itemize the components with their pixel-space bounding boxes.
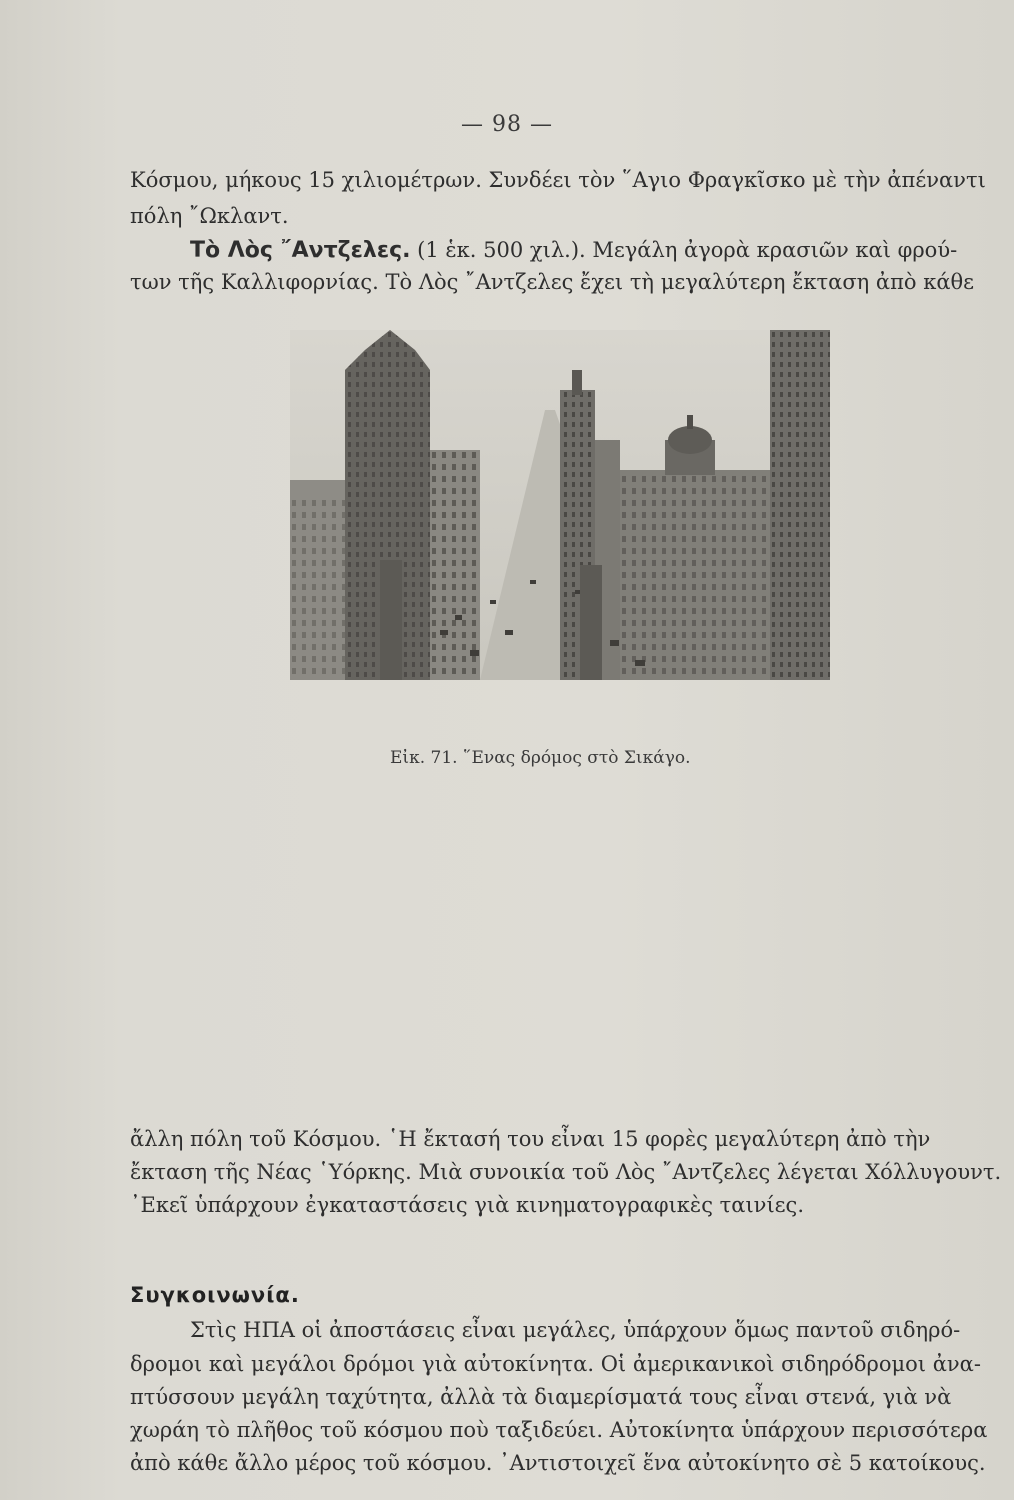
inline-heading-los-angeles: Τὸ Λὸς ῎Αντζελες. [190,238,411,263]
paragraph-line: ᾿Εκεῖ ὑπάρχουν ἐγκαταστάσεις γιὰ κινηματογραφικὲς ταινίες. [130,1193,804,1217]
paragraph-line: δρομοι καὶ μεγάλοι δρόμοι γιὰ αὐτοκίνητα. Οἱ ἀμερικανικοὶ σιδηρόδρομοι ἀνα- [130,1352,981,1376]
section-heading-transport: Συγκοινωνία. [130,1283,300,1307]
paragraph-line: Στὶς ΗΠΑ οἱ ἀποστάσεις εἶναι μεγάλες, ὑπάρχουν ὅμως παντοῦ σιδηρό- [190,1318,961,1342]
paragraph-text: (1 ἑκ. 500 χιλ.). Μεγάλη ἀγορὰ κρασιῶν καὶ φρού- [410,238,958,262]
paragraph-line [190,238,1014,263]
paragraph-line: χωράη τὸ πλῆθος τοῦ κόσμου ποὺ ταξιδεύει. Αὐτοκίνητα ὑπάρχουν περισσότερα [130,1418,988,1442]
paragraph-line: ἄλλη πόλη τοῦ Κόσμου. ῾Η ἔκτασή του εἶναι 15 φορὲς μεγαλύτερη ἀπὸ τὴν [130,1127,931,1151]
figure-caption: Εἰκ. 71. ῞Ενας δρόμος στὸ Σικάγο. [390,748,691,768]
paragraph-line: πτύσσουν μεγάλη ταχύτητα, ἀλλὰ τὰ διαμερίσματά τους εἶναι στενά, γιὰ νὰ [130,1385,952,1409]
page-number: — 98 — [461,112,553,137]
chicago-street-photo [290,330,830,680]
paragraph-line: Κόσμου, μήκους 15 χιλιομέτρων. Συνδέει τὸν ῞Αγιο Φραγκῖσκο μὲ τὴν ἀπέναντι [130,168,986,192]
paragraph-line: πόλη ῎Ωκλαντ. [130,204,289,228]
paragraph-line: ἔκταση τῆς Νέας ῾Υόρκης. Μιὰ συνοικία τοῦ Λὸς ῎Αντζελες λέγεται Χόλλυγουντ. [130,1160,1002,1184]
paragraph-line: ἀπὸ κάθε ἄλλο μέρος τοῦ κόσμου. ᾿Αντιστοιχεῖ ἕνα αὐτοκίνητο σὲ 5 κατοίκους. [130,1451,986,1475]
paragraph-line: των τῆς Καλλιφορνίας. Τὸ Λὸς ῎Αντζελες ἔχει τὴ μεγαλύτερη ἔκταση ἀπὸ κάθε [130,270,975,294]
